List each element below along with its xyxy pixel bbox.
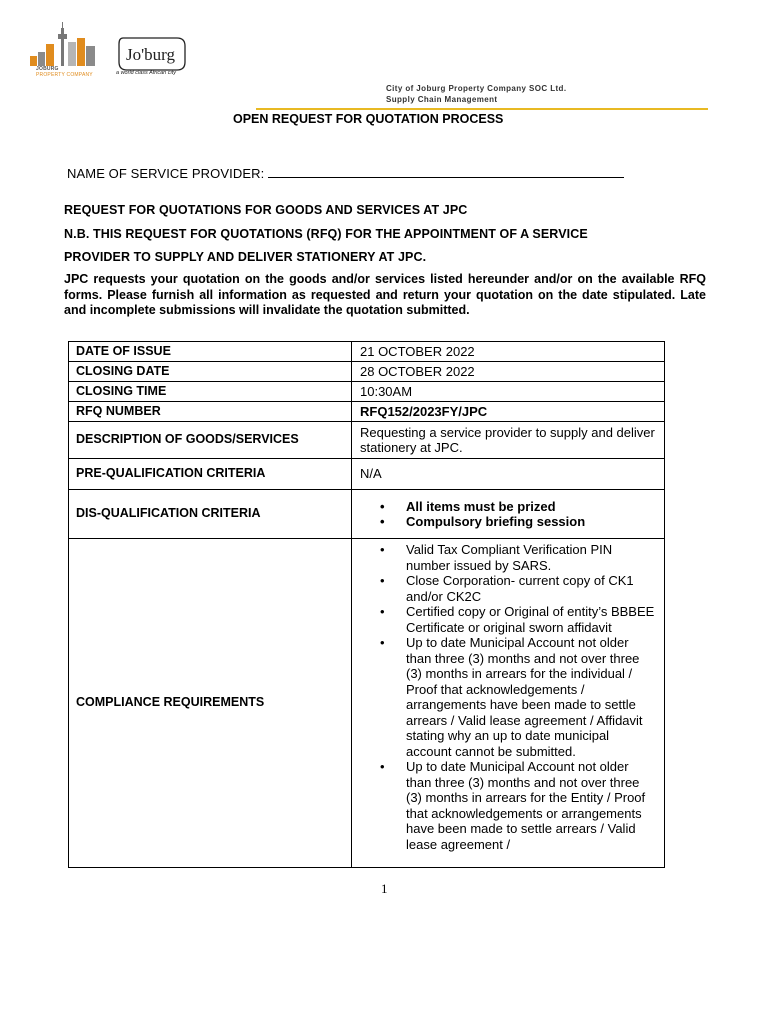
list-item: • Valid Tax Compliant Verification PIN number issued by SARS.: [360, 542, 657, 573]
compliance-label: COMPLIANCE REQUIREMENTS: [69, 539, 352, 868]
company-name: City of Joburg Property Company SOC Ltd.: [386, 84, 567, 93]
dis-qualification-label: DIS-QUALIFICATION CRITERIA: [69, 490, 352, 539]
table-row: [69, 382, 665, 402]
date-of-issue-value: 21 OCTOBER 2022: [352, 342, 665, 362]
closing-time-label: CLOSING TIME: [69, 382, 352, 402]
dis-qualification-value: [352, 490, 665, 539]
description-value: Requesting a service provider to supply and deliver stationery at JPC.: [352, 422, 665, 459]
rfq-number-label: RFQ NUMBER: [69, 402, 352, 422]
table-row: [69, 402, 665, 422]
intro-paragraph: JPC requests your quotation on the goods and/or services listed hereunder and/or on the available RFQ forms. Please furnish all information as requested and return your quotation on the date stipulated. Late and incomplete submissions will invalidate the quotation submitted.: [64, 272, 706, 317]
pre-qualification-value: N/A: [352, 459, 665, 490]
rfq-details-table: [68, 341, 665, 868]
heading-rfq: REQUEST FOR QUOTATIONS FOR GOODS AND SERVICES AT JPC: [64, 203, 468, 217]
list-item: • Up to date Municipal Account not older than three (3) months and not over three (3) months in arrears for the individual / Proof that acknowledgements / arrangements have been made to settle arrears / Valid lease agreement / Affidavit stating why an up to date municipal account cannot be submitted.: [360, 635, 657, 759]
page-number: 1: [381, 881, 388, 896]
joburg-logo-wordmark: Jo'burg: [126, 45, 176, 64]
list-item: • Certified copy or Original of entity’s BBBEE Certificate or original sworn affidavit: [360, 604, 657, 635]
compliance-list: [360, 542, 657, 852]
department-name: Supply Chain Management: [386, 95, 498, 104]
heading-nb: N.B. THIS REQUEST FOR QUOTATIONS (RFQ) FOR THE APPOINTMENT OF A SERVICE: [64, 227, 588, 241]
dis-qualification-list: [360, 499, 657, 530]
document-title: OPEN REQUEST FOR QUOTATION PROCESS: [233, 112, 504, 126]
closing-date-label: CLOSING DATE: [69, 362, 352, 382]
rfq-number-value: RFQ152/2023FY/JPC: [352, 402, 665, 422]
jpc-logo-text: [36, 66, 93, 78]
jpc-logo-line1: JOBURG: [36, 66, 59, 72]
table-row: [69, 342, 665, 362]
list-item: • Up to date Municipal Account not older than three (3) months and not over three (3) months in arrears for the Entity / Proof that acknowledgements or arrangements have been made to settle arrears / Valid lease agreement /: [360, 759, 657, 852]
date-of-issue-label: DATE OF ISSUE: [69, 342, 352, 362]
heading-nb-continued: PROVIDER TO SUPPLY AND DELIVER STATIONERY AT JPC.: [64, 250, 427, 264]
table-row: [69, 362, 665, 382]
table-row: [69, 459, 665, 490]
list-item: • All items must be prized: [360, 499, 657, 515]
closing-date-value: 28 OCTOBER 2022: [352, 362, 665, 382]
pre-qualification-label: PRE-QUALIFICATION CRITERIA: [69, 459, 352, 490]
company-block: [386, 83, 566, 105]
list-item: • Close Corporation- current copy of CK1 and/or CK2C: [360, 573, 657, 604]
list-item: • Compulsory briefing session: [360, 514, 657, 530]
compliance-value: [352, 539, 665, 868]
service-provider-line: [67, 166, 624, 181]
service-provider-label: NAME OF SERVICE PROVIDER:: [67, 166, 265, 181]
closing-time-value: 10:30AM: [352, 382, 665, 402]
service-provider-blank: [268, 166, 624, 178]
table-row: [69, 539, 665, 868]
header-divider: [256, 108, 708, 110]
joburg-logo: [117, 36, 187, 72]
description-label: DESCRIPTION OF GOODS/SERVICES: [69, 422, 352, 459]
jpc-logo-line2: PROPERTY COMPANY: [36, 72, 93, 78]
table-row: [69, 490, 665, 539]
table-row: [69, 422, 665, 459]
joburg-tagline: a world class African city: [116, 70, 177, 76]
